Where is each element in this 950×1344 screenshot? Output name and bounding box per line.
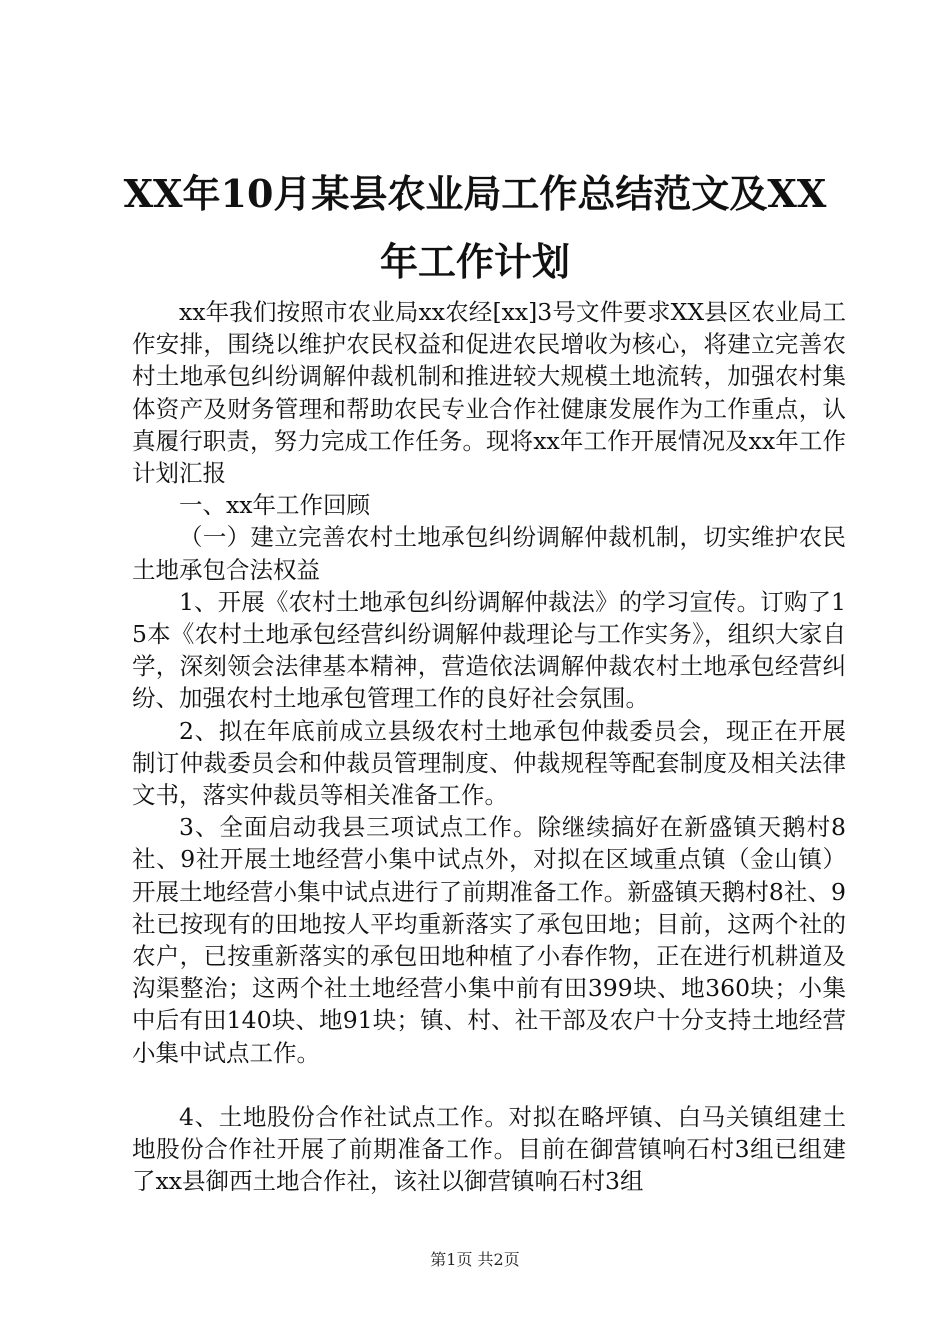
subsection-heading: （一）建立完善农村土地承包纠纷调解仲裁机制，切实维护农民土地承包合法权益 xyxy=(132,523,846,584)
intro-paragraph: xx年我们按照市农业局xx农经[xx]3号文件要求XX县区农业局工作安排，围绕以维护农民权益和促进农民增收为核心，将建立完善农村土地承包纠纷调解仲裁机制和推进较大规模土地流转，加强农村集体资产及财务管理和帮助农民专业合作社健康发展作为工作重点，认真履行职责，努力完成工作任务。现将xx年工作开展情况及xx年工作计划汇报 xyxy=(132,298,846,488)
body-paragraph: 1、开展《农村土地承包纠纷调解仲裁法》的学习宣传。订购了15本《农村土地承包经营纠纷调解仲裁理论与工作实务》，组织大家自学，深刻领会法律基本精神，营造依法调解仲裁农村土地承包经营纠纷、加强农村土地承包管理工作的良好社会氛围。 xyxy=(132,587,846,713)
page-footer: 第1页 共2页 xyxy=(430,1250,520,1269)
section-heading: 一、xx年工作回顾 xyxy=(179,491,371,520)
document-title: XX年10月某县农业局工作总结范文及XX年工作计划 xyxy=(123,171,827,284)
body-paragraph: 4、土地股份合作社试点工作。对拟在略坪镇、白马关镇组建土地股份合作社开展了前期准备工作。目前在御营镇响石村3组已组建了xx县御西土地合作社，该社以御营镇响石村3组 xyxy=(132,1102,846,1196)
document-body xyxy=(132,296,846,1197)
body-paragraph: 3、全面启动我县三项试点工作。除继续搞好在新盛镇天鹅村8社、9社开展土地经营小集中试点外，对拟在区域重点镇（金山镇）开展土地经营小集中试点进行了前期准备工作。新盛镇天鹅村8社、9社已按现有的田地按人平均重新落实了承包田地；目前，这两个社的农户，已按重新落实的承包田地种植了小春作物，正在进行机耕道及沟渠整治；这两个社土地经营小集中前有田399块、地360块；小集中后有田140块、地91块；镇、村、社干部及农户十分支持土地经营小集中试点工作。 xyxy=(132,813,846,1067)
body-paragraph: 2、拟在年底前成立县级农村土地承包仲裁委员会，现正在开展制订仲裁委员会和仲裁员管理制度、仲裁规程等配套制度及相关法律文书，落实仲裁员等相关准备工作。 xyxy=(132,716,846,810)
